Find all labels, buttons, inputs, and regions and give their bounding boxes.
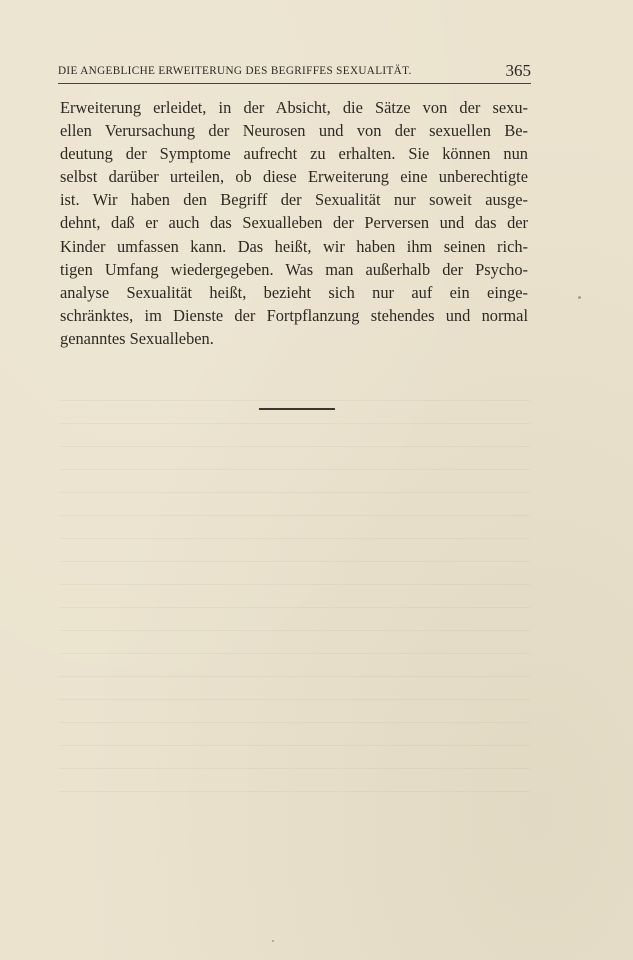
text-line: dehnt, daß er auch das Sexualleben der Perversen und das der	[60, 213, 528, 233]
running-head-title: DIE ANGEBLICHE ERWEITERUNG DES BEGRIFFES SEXUALITÄT.	[58, 65, 412, 77]
text-line: deutung der Symptome aufrecht zu erhalten. Sie können nun	[60, 144, 528, 164]
body-paragraph	[60, 96, 528, 350]
header-rule	[58, 83, 531, 84]
text-line: Kinder umfassen kann. Das heißt, wir haben ihm seinen rich-	[60, 236, 528, 256]
text-line: tigen Umfang wiedergegeben. Was man außerhalb der Psycho-	[60, 259, 528, 279]
paper-speck	[272, 940, 274, 942]
show-through-texture	[60, 400, 530, 800]
text-line: ellen Verursachung der Neurosen und von der sexuellen Be-	[60, 121, 528, 141]
text-line: Erweiterung erleidet, in der Absicht, die Sätze von der sexu-	[60, 98, 528, 117]
text-line: schränktes, im Dienste der Fortpflanzung stehendes und normal	[60, 305, 528, 325]
paper-speck	[578, 296, 581, 299]
page-number: 365	[505, 61, 531, 80]
text-line: ist. Wir haben den Begriff der Sexualität nur soweit ausge-	[60, 190, 528, 210]
running-head	[58, 62, 531, 82]
section-end-rule	[259, 408, 335, 410]
text-line: genanntes Sexualleben.	[60, 328, 214, 348]
text-line: selbst darüber urteilen, ob diese Erweiterung eine unberechtigte	[60, 167, 528, 187]
text-line: analyse Sexualität heißt, bezieht sich nur auf ein einge-	[60, 282, 528, 302]
